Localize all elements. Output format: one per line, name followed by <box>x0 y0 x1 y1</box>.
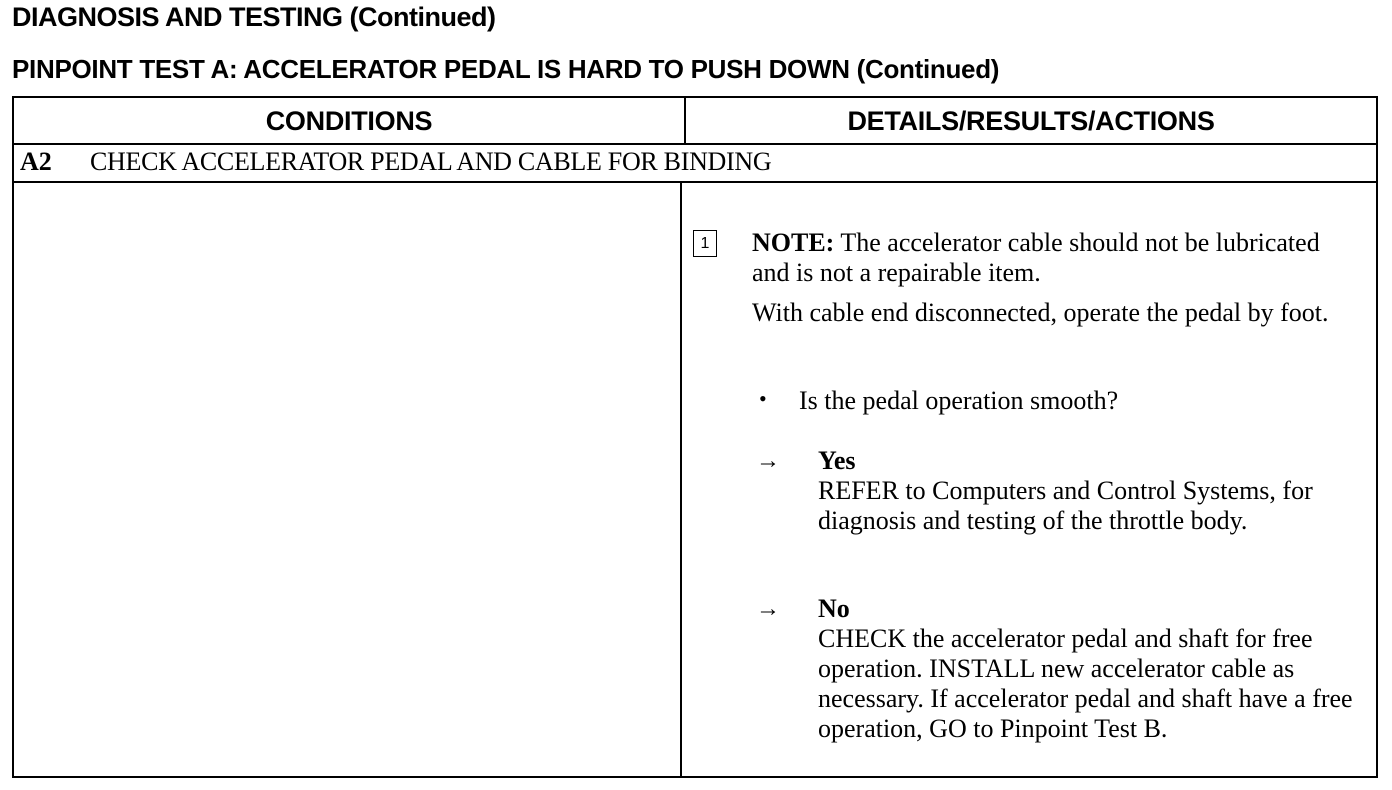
diagnosis-table <box>12 96 1378 778</box>
instruction-text: With cable end disconnected, operate the pedal by foot. <box>752 298 1329 327</box>
no-label: No <box>818 594 850 623</box>
step-number-box: 1 <box>693 230 717 257</box>
column-header-conditions: CONDITIONS <box>265 106 433 136</box>
column-divider-body <box>680 183 682 776</box>
bullet-icon: • <box>759 386 767 411</box>
step-row <box>14 143 1376 183</box>
note-text: The accelerator cable should not be lubricated and is not a repairable item. <box>752 228 1320 287</box>
note-label: NOTE: <box>752 228 835 257</box>
pinpoint-test-title: PINPOINT TEST A: ACCELERATOR PEDAL IS HARD TO PUSH DOWN (Continued) <box>12 54 1000 84</box>
step-id: A2 <box>20 147 52 176</box>
table-header-row <box>14 98 1376 145</box>
yes-arrow-icon: → <box>756 448 780 474</box>
question-text: Is the pedal operation smooth? <box>799 386 1119 415</box>
no-action-text: CHECK the accelerator pedal and shaft for free operation. INSTALL new accelerator cable as necessary. If accelerator pedal and shaft have a free operation, GO to Pinpoint Test B. <box>818 624 1353 743</box>
step-title: CHECK ACCELERATOR PEDAL AND CABLE FOR BINDING <box>90 147 772 176</box>
section-title: DIAGNOSIS AND TESTING (Continued) <box>12 2 496 32</box>
note <box>752 228 1352 288</box>
yes-label: Yes <box>818 446 856 475</box>
column-header-details: DETAILS/RESULTS/ACTIONS <box>847 106 1215 136</box>
no-arrow-icon: → <box>756 596 780 622</box>
yes-action-text: REFER to Computers and Control Systems, for diagnosis and testing of the throttle body. <box>818 476 1313 535</box>
